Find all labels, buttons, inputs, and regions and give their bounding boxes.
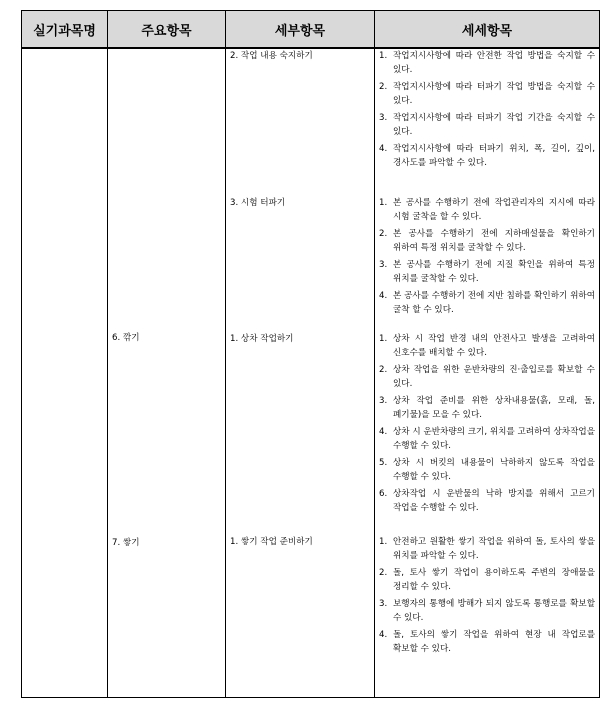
detail-item: 1. 상차 시 작업 반경 내의 안전사고 발생을 고려하여 신호수를 배치할 수 있다.	[379, 334, 595, 358]
detail-list	[379, 332, 595, 515]
sub-item: 3. 시험 터파기	[230, 198, 286, 208]
header-detail-item: 세세항목	[375, 11, 600, 49]
main-item-cut: 6. 깎기	[112, 333, 140, 343]
subject-cell	[22, 48, 108, 698]
detail-item: 5. 상차 시 버킷의 내용물이 낙하하지 않도록 작업을 수행할 수 있다.	[379, 458, 595, 482]
main-item-pile: 7. 쌓기	[112, 538, 140, 548]
sub-item-cell	[226, 48, 375, 698]
detail-item: 4. 돌, 토사의 쌓기 작업을 위하여 현장 내 작업로를 확보할 수 있다.	[379, 630, 595, 654]
detail-item: 3. 본 공사를 수행하기 전에 지질 확인을 위하여 특정 위치를 굴착할 수 있다.	[379, 260, 595, 284]
detail-item: 4. 작업지시사항에 따라 터파기 위치, 폭, 길이, 깊이, 경사도를 파악할 수 있다.	[379, 144, 595, 168]
body-row	[22, 48, 600, 698]
detail-item: 2. 돌, 토사 쌓기 작업이 용이하도록 주변의 장애물을 정리할 수 있다.	[379, 568, 595, 592]
detail-item: 1. 작업지시사항에 따라 안전한 작업 방법을 숙지할 수 있다.	[379, 51, 595, 75]
curriculum-sheet	[21, 10, 599, 698]
header-main-item: 주요항목	[108, 11, 226, 49]
detail-item-cell	[375, 48, 600, 698]
sub-item: 2. 작업 내용 숙지하기	[230, 51, 313, 61]
detail-item: 2. 본 공사를 수행하기 전에 지하매설물을 확인하기 위하여 특정 위치를 굴착할 수 있다.	[379, 229, 595, 253]
detail-item: 2. 상차 작업을 위한 운반차량의 진·출입로를 확보할 수 있다.	[379, 365, 595, 389]
detail-item: 3. 보행자의 통행에 방해가 되지 않도록 통행로를 확보할 수 있다.	[379, 599, 595, 623]
header-subject: 실기과목명	[22, 11, 108, 49]
detail-item: 1. 안전하고 원활한 쌓기 작업을 위하여 돌, 토사의 쌓을 위치를 파악할 수 있다.	[379, 537, 595, 561]
detail-item: 1. 본 공사를 수행하기 전에 작업관리자의 지시에 따라 시험 굴착을 할 수 있다.	[379, 198, 595, 222]
detail-item: 2. 작업지시사항에 따라 터파기 작업 방법을 숙지할 수 있다.	[379, 82, 595, 106]
sub-item: 1. 쌓기 작업 준비하기	[230, 537, 313, 547]
detail-list	[379, 49, 595, 170]
detail-item: 3. 작업지시사항에 따라 터파기 작업 기간을 숙지할 수 있다.	[379, 113, 595, 137]
detail-list	[379, 196, 595, 317]
detail-item: 4. 본 공사를 수행하기 전에 지반 침하를 확인하기 위하여 굴착 할 수 있다.	[379, 291, 595, 315]
sub-item: 1. 상차 작업하기	[230, 334, 294, 344]
main-item-cell	[108, 48, 226, 698]
header-sub-item: 세부항목	[226, 11, 375, 49]
detail-item: 4. 상차 시 운반차량의 크기, 위치를 고려하여 상차작업을 수행할 수 있다.	[379, 427, 595, 451]
detail-list	[379, 535, 595, 656]
curriculum-table	[21, 10, 600, 698]
detail-item: 3. 상차 작업 준비를 위한 상차내용물(흙, 모래, 돌, 폐기물)을 모을 수 있다.	[379, 396, 595, 420]
header-row	[22, 11, 600, 49]
detail-item: 6. 상차작업 시 운반물의 낙하 방지를 위해서 고르기 작업을 수행할 수 있다.	[379, 489, 595, 513]
